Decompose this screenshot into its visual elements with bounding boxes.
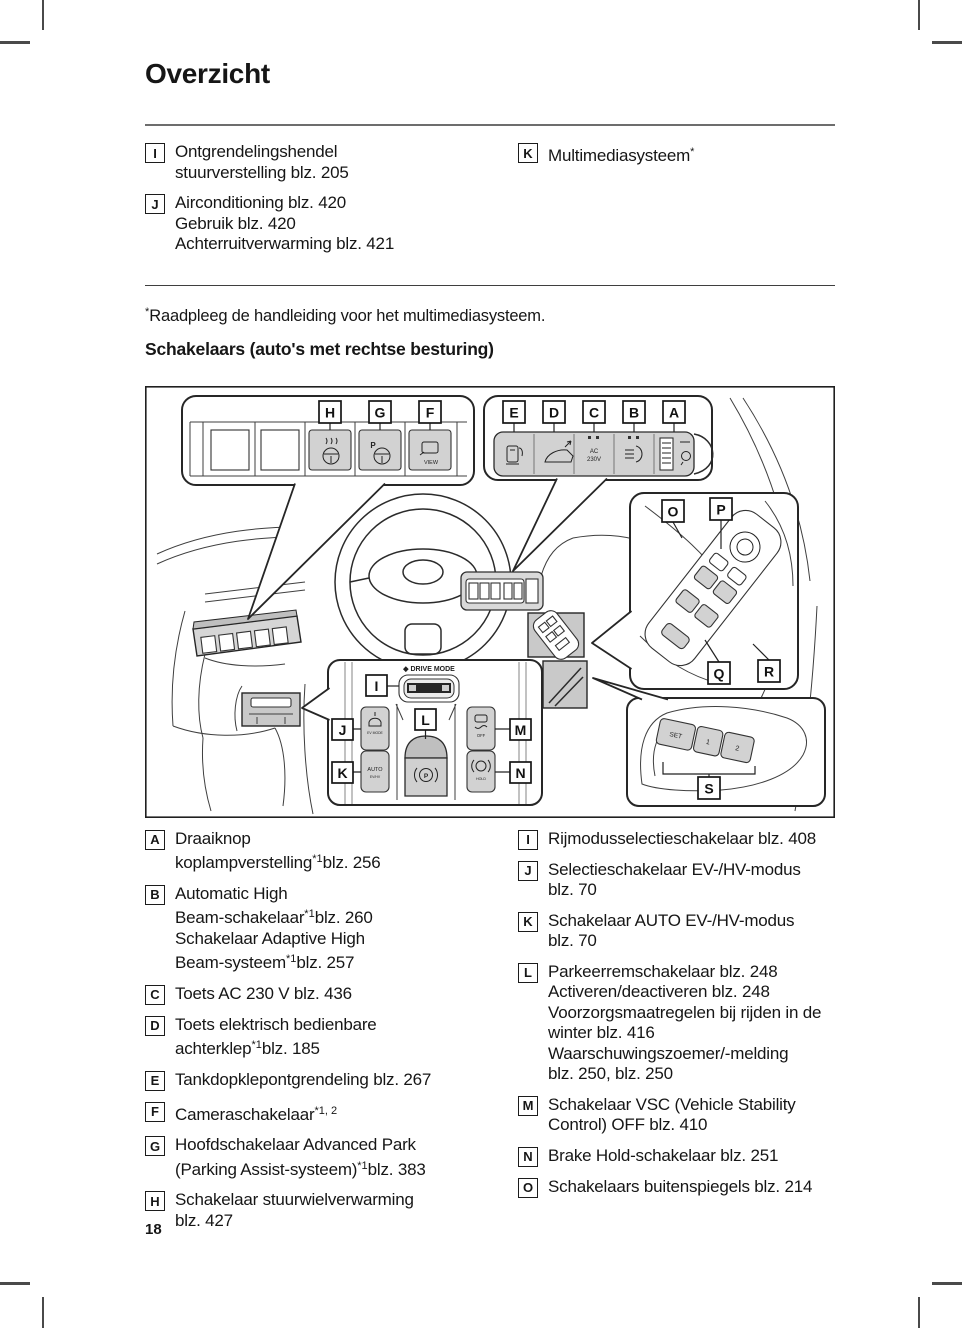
item-list-right-column — [518, 829, 835, 1242]
top-legend-left-column — [145, 142, 518, 265]
list-item-text: Toets elektrisch bedienbare achterklep$^{*1}$blz. 185 — [175, 1014, 377, 1058]
top-legend — [145, 126, 835, 285]
bottom-rule — [145, 285, 835, 286]
item-list — [145, 829, 835, 1242]
dash-switch-strip — [461, 572, 543, 610]
list-item-D — [145, 1015, 518, 1060]
list-item-A — [145, 829, 518, 874]
list-item-text: Hoofdschakelaar Advanced Park (Parking Assist-systeem)$^{*1}$blz. 383 — [175, 1135, 426, 1179]
list-item-G — [145, 1135, 518, 1180]
legend-item-text: Multimediasysteem* — [548, 146, 695, 165]
letter-box-E: E — [145, 1071, 165, 1091]
list-item-L — [518, 962, 835, 1085]
list-item-H — [145, 1190, 518, 1231]
list-item-text: Cameraschakelaar$^{*1, 2}$ — [175, 1104, 338, 1124]
svg-text:HOLD: HOLD — [476, 776, 486, 781]
letter-box-K: K — [518, 143, 538, 163]
legend-item-J — [145, 193, 518, 255]
legend-item-I — [145, 142, 518, 183]
letter-box-N: N — [518, 1147, 538, 1167]
callout-letter-M: M — [514, 721, 527, 738]
list-item-B — [145, 884, 518, 974]
brake-hold-button — [467, 751, 495, 792]
letter-box-M: M — [518, 1096, 538, 1116]
callout-letter-O: O — [667, 503, 679, 519]
legend-item-text: Ontgrendelingshendel stuurverstelling blz. 205 — [175, 142, 349, 182]
callout-letter-G: G — [374, 404, 386, 420]
crop-mark-bottom-right-h — [932, 1282, 962, 1285]
ev-mode-button — [361, 707, 389, 750]
callout-letter-L: L — [421, 711, 430, 728]
inset-center-console — [302, 660, 542, 805]
letter-box-A: A — [145, 830, 165, 850]
letter-box-B: B — [145, 885, 165, 905]
list-item-text: Automatic High Beam-schakelaar$^{*1}$blz. 260 Schakelaar Adaptive High Beam-systeem$^{*1}$blz. 257 — [175, 883, 373, 972]
list-item-text: Parkeerremschakelaar blz. 248 Activeren/deactiveren blz. 248 Voorzorgsmaatregelen bij rijden in de winter blz. 416 Waarschuwingszoemer/-melding blz. 250, blz. 250 — [548, 961, 822, 1083]
list-item-text: Draaiknop koplampverstelling$^{*1}$blz. 256 — [175, 828, 381, 872]
letter-box-J: J — [518, 861, 538, 881]
list-item-E — [145, 1070, 518, 1091]
crop-mark-top-right-h — [932, 41, 962, 44]
callout-letter-A: A — [668, 404, 680, 420]
svg-text:VIEW: VIEW — [423, 459, 439, 466]
list-item-text: Schakelaar stuurwielverwarming blz. 427 — [175, 1190, 414, 1230]
list-item-M — [518, 1095, 835, 1136]
letter-box-G: G — [145, 1136, 165, 1156]
letter-box-I: I — [145, 143, 165, 163]
list-item-text: Rijmodusselectieschakelaar blz. 408 — [548, 828, 816, 848]
list-item-N — [518, 1146, 835, 1167]
console-highlight — [242, 693, 300, 726]
letter-box-H: H — [145, 1191, 165, 1211]
list-item-text: Tankdopklepontgrendeling blz. 267 — [175, 1069, 432, 1089]
list-item-K — [518, 911, 835, 952]
letter-box-L: L — [518, 963, 538, 983]
callout-letter-B: B — [628, 404, 640, 420]
drive-mode-switch — [399, 675, 459, 702]
drive-mode-label: ◆ DRIVE MODE — [403, 665, 455, 673]
svg-text:EV/HV: EV/HV — [369, 774, 381, 779]
callout-letter-C: C — [588, 404, 600, 420]
item-list-left-column — [145, 829, 518, 1242]
callout-letter-S: S — [704, 780, 714, 796]
svg-text:SET: SET — [668, 730, 683, 741]
top-legend-right-column — [518, 142, 835, 265]
page-title: Overzicht — [145, 58, 270, 89]
crop-mark-bottom-right-v — [918, 1297, 920, 1328]
callout-letter-K: K — [337, 764, 348, 781]
letter-box-O: O — [518, 1178, 538, 1198]
list-item-text: Schakelaar AUTO EV-/HV-modus blz. 70 — [548, 910, 795, 950]
letter-box-I: I — [518, 830, 538, 850]
callout-letter-N: N — [515, 764, 526, 781]
list-item-I — [518, 829, 835, 850]
svg-text:EV MODE: EV MODE — [367, 730, 383, 735]
list-item-text: Brake Hold-schakelaar blz. 251 — [548, 1145, 779, 1165]
svg-text:1: 1 — [705, 738, 711, 747]
footnote: *Raadpleeg de handleiding voor het multimediasysteem. — [145, 305, 546, 325]
list-item-F — [145, 1101, 518, 1126]
list-item-C — [145, 984, 518, 1005]
list-item-O — [518, 1177, 835, 1198]
letter-box-C: C — [145, 985, 165, 1005]
list-item-text: Toets AC 230 V blz. 436 — [175, 983, 352, 1003]
crop-mark-top-right-v — [918, 0, 920, 30]
svg-text:OFF: OFF — [476, 732, 486, 738]
auto-ev-hv-button — [361, 751, 389, 792]
door-handle-highlight — [543, 661, 587, 708]
crop-mark-bottom-left-h — [0, 1282, 30, 1285]
svg-text:230V: 230V — [586, 456, 602, 463]
callout-letter-P: P — [716, 501, 726, 517]
crop-mark-top-left-h — [0, 41, 30, 44]
parking-brake-lever — [405, 736, 447, 796]
callout-letter-D: D — [548, 404, 560, 420]
svg-text:2: 2 — [734, 744, 740, 753]
callout-letter-H: H — [324, 404, 336, 420]
page-content — [145, 58, 835, 1241]
letter-box-K: K — [518, 912, 538, 932]
list-item-J — [518, 860, 835, 901]
svg-text:P: P — [370, 440, 376, 450]
page-number: 18 — [145, 1221, 162, 1238]
callout-letter-Q: Q — [713, 665, 725, 681]
letter-box-J: J — [145, 194, 165, 214]
letter-box-D: D — [145, 1016, 165, 1036]
crop-mark-bottom-left-v — [42, 1297, 44, 1328]
list-item-text: Selectieschakelaar EV-/HV-modus blz. 70 — [548, 859, 801, 899]
letter-box-F: F — [145, 1102, 165, 1122]
svg-text:AUTO: AUTO — [367, 766, 383, 773]
legend-item-K — [518, 142, 835, 167]
crop-mark-top-left-v — [42, 0, 44, 30]
section-heading: Schakelaars (auto's met rechtse besturing) — [145, 338, 494, 359]
list-item-text: Schakelaar VSC (Vehicle Stability Control) OFF blz. 410 — [548, 1094, 796, 1134]
callout-letter-I: I — [374, 677, 379, 694]
callout-letter-E: E — [509, 404, 519, 420]
legend-item-text: Airconditioning blz. 420 Gebruik blz. 420 Achterruitverwarming blz. 421 — [175, 193, 395, 253]
callout-letter-R: R — [763, 663, 775, 679]
vsc-off-button — [467, 707, 495, 750]
list-item-text: Schakelaars buitenspiegels blz. 214 — [548, 1176, 813, 1196]
overview-diagram — [145, 386, 835, 818]
callout-letter-J: J — [338, 721, 347, 738]
svg-text:P: P — [423, 772, 429, 780]
svg-text:AC: AC — [589, 448, 599, 455]
callout-letter-F: F — [425, 404, 435, 420]
door-switch-highlight — [528, 607, 584, 662]
